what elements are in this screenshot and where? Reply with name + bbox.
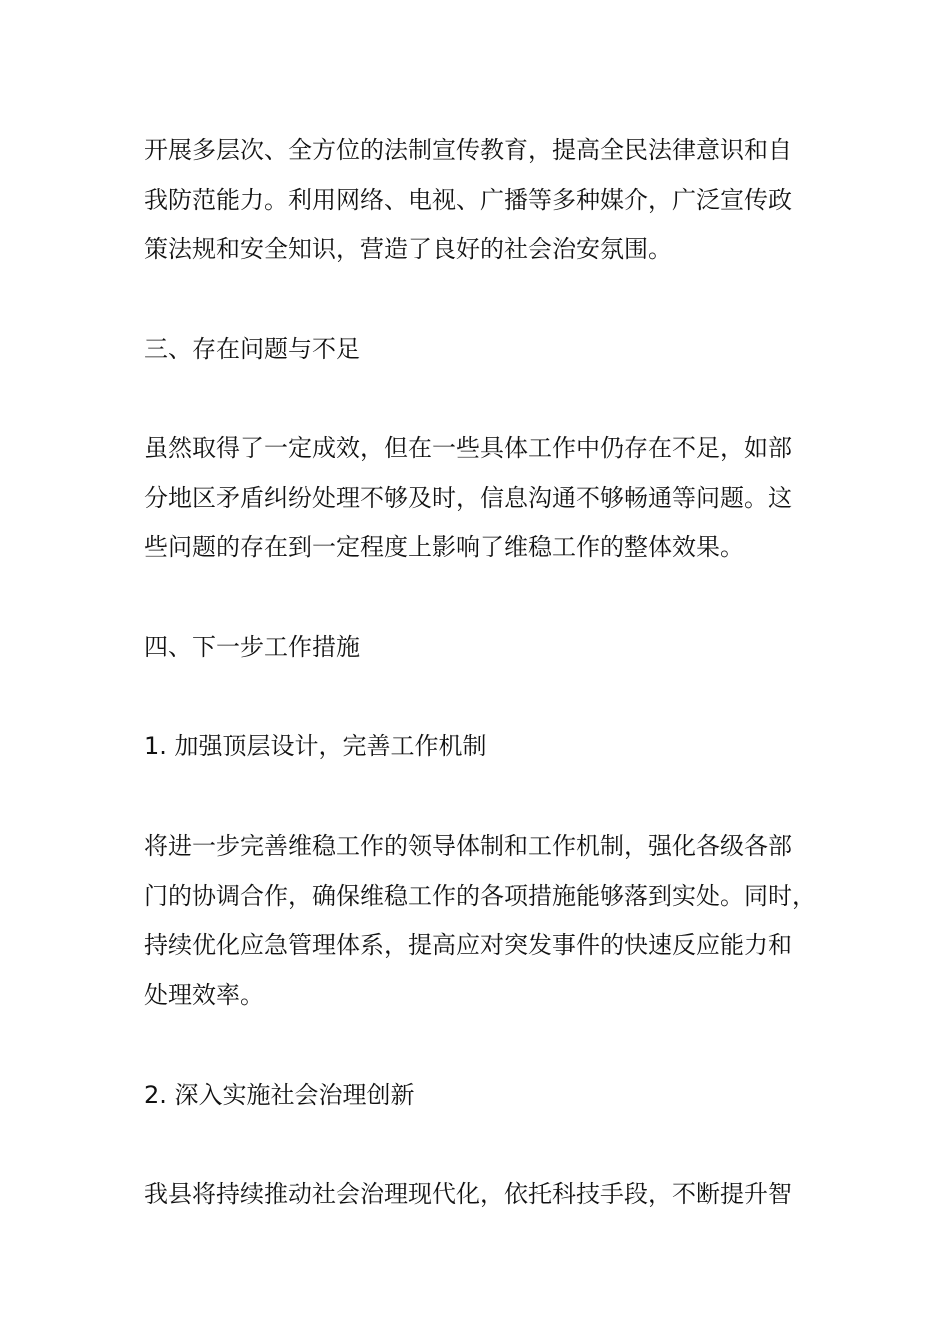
body-paragraph-modernization — [144, 1170, 824, 1220]
section-heading-problems — [144, 325, 824, 375]
text-line: 开展多层次、全方位的法制宣传教育，提高全民法律意识和自 — [144, 136, 792, 164]
text-line: 我县将持续推动社会治理现代化，依托科技手段，不断提升智 — [144, 1180, 792, 1208]
text-line: 策法规和安全知识，营造了良好的社会治安氛围。 — [144, 235, 672, 263]
text-line: 分地区矛盾纠纷处理不够及时，信息沟通不够畅通等问题。这 — [144, 483, 792, 512]
subheading-text: 1. 加强顶层设计，完善工作机制 — [144, 732, 487, 760]
text-line: 持续优化应急管理体系，提高应对突发事件的快速反应能力和 — [144, 931, 792, 959]
text-line: 我防范能力。利用网络、电视、广播等多种媒介，广泛宣传政 — [144, 185, 792, 214]
body-paragraph-mechanism — [144, 822, 824, 1020]
subheading-governance-innovation — [144, 1071, 824, 1121]
subheading-top-level-design — [144, 722, 824, 772]
body-paragraph-legal-education — [144, 126, 824, 275]
heading-text: 三、存在问题与不足 — [144, 335, 360, 363]
text-line: 将进一步完善维稳工作的领导体制和工作机制，强化各级各部 — [144, 832, 792, 860]
text-line: 处理效率。 — [144, 980, 264, 1009]
heading-text: 四、下一步工作措施 — [144, 633, 360, 661]
text-line: 虽然取得了一定成效，但在一些具体工作中仍存在不足，如部 — [144, 434, 792, 462]
body-paragraph-shortcomings — [144, 424, 824, 573]
text-line: 些问题的存在到一定程度上影响了维稳工作的整体效果。 — [144, 533, 744, 561]
section-heading-next-steps — [144, 623, 824, 673]
subheading-text: 2. 深入实施社会治理创新 — [144, 1081, 415, 1109]
text-line: 门的协调合作，确保维稳工作的各项措施能够落到实处。同时， — [144, 881, 816, 910]
